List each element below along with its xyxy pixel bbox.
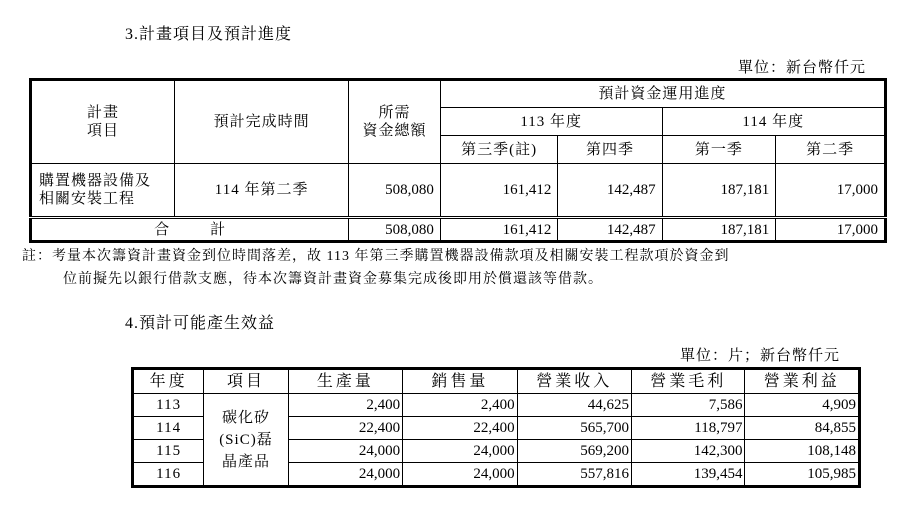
- note-line1: 註：考量本次籌資計畫資金到位時間落差，故 113 年第三季購置機器設備款項及相關安裝工程款項於資金到: [22, 249, 730, 264]
- header-sales: 銷售量: [403, 369, 517, 394]
- header-total-funds-line2: 資金總額: [362, 123, 427, 139]
- section-3-unit: 單位：新台幣仟元: [738, 60, 867, 76]
- row-year: 113: [133, 394, 204, 417]
- total-label: [31, 218, 349, 242]
- total-amount: 508,080: [349, 218, 441, 242]
- row-operating-profit: 108,148: [745, 440, 860, 463]
- total-q4: 142,487: [558, 218, 662, 242]
- header-completion-time: 預計完成時間: [175, 80, 349, 164]
- row-production: 2,400: [288, 394, 402, 417]
- row-operating-profit: 105,985: [745, 463, 860, 487]
- header-gross-profit: 營業毛利: [632, 369, 745, 394]
- row-gross-profit: 118,797: [632, 417, 745, 440]
- row-revenue: 557,816: [517, 463, 631, 487]
- header-operating-profit: 營業利益: [745, 369, 860, 394]
- header-item-line2: 項目: [87, 123, 120, 139]
- total-q1: 187,181: [662, 218, 776, 242]
- row-revenue: 565,700: [517, 417, 631, 440]
- row-item-line2: 相關安裝工程: [39, 191, 136, 207]
- section-3-title: 3.計畫項目及預計進度: [125, 26, 293, 43]
- plan-progress-table: [29, 78, 887, 243]
- row-gross-profit: 142,300: [632, 440, 745, 463]
- header-progress: 預計資金運用進度: [440, 80, 885, 108]
- row-revenue: 44,625: [517, 394, 631, 417]
- row-total: 508,080: [349, 164, 441, 218]
- row-q1: 187,181: [662, 164, 776, 218]
- row-year: 114: [133, 417, 204, 440]
- header-year: 年度: [133, 369, 204, 394]
- header-revenue: 營業收入: [517, 369, 631, 394]
- table-row: [133, 394, 860, 417]
- table-row: [31, 164, 886, 218]
- total-q3: 161,412: [440, 218, 558, 242]
- row-q3: 161,412: [440, 164, 558, 218]
- row-sales: 24,000: [403, 440, 517, 463]
- header-item: [31, 80, 175, 164]
- product-line2: (SiC)磊: [219, 431, 273, 448]
- row-sales: 22,400: [403, 417, 517, 440]
- row-year: 115: [133, 440, 204, 463]
- product-line1: 碳化矽: [221, 409, 270, 426]
- note-line2: 位前擬先以銀行借款支應，待本次籌資計畫資金募集完成後即用於償還該等借款。: [63, 272, 603, 287]
- row-sales: 24,000: [403, 463, 517, 487]
- section-4-unit: 單位：片；新台幣仟元: [680, 348, 841, 364]
- row-item-line1: 購置機器設備及: [39, 173, 152, 189]
- header-year-113: 113 年度: [440, 108, 662, 136]
- row-sales: 2,400: [403, 394, 517, 417]
- row-item: [31, 164, 175, 218]
- product-line3: 晶產品: [221, 453, 270, 470]
- total-label-a: 合: [154, 221, 171, 238]
- row-production: 24,000: [288, 440, 402, 463]
- header-q4: 第四季: [558, 136, 662, 164]
- header-q3: 第三季(註): [440, 136, 558, 164]
- header-q2: 第二季: [776, 136, 886, 164]
- row-gross-profit: 7,586: [632, 394, 745, 417]
- total-q2: 17,000: [776, 218, 886, 242]
- benefit-table: [131, 367, 861, 488]
- row-production: 22,400: [288, 417, 402, 440]
- header-production: 生產量: [288, 369, 402, 394]
- header-q1: 第一季: [662, 136, 776, 164]
- row-year: 116: [133, 463, 204, 487]
- row-operating-profit: 4,909: [745, 394, 860, 417]
- header-year-114: 114 年度: [662, 108, 885, 136]
- header-product: 項目: [204, 369, 288, 394]
- total-label-b: 計: [210, 221, 227, 238]
- row-production: 24,000: [288, 463, 402, 487]
- row-operating-profit: 84,855: [745, 417, 860, 440]
- row-q4: 142,487: [558, 164, 662, 218]
- section-4-title: 4.預計可能產生效益: [125, 315, 276, 332]
- benefit-header-row: [133, 369, 860, 394]
- row-q2: 17,000: [776, 164, 886, 218]
- row-revenue: 569,200: [517, 440, 631, 463]
- row-gross-profit: 139,454: [632, 463, 745, 487]
- row-completion: 114 年第二季: [175, 164, 349, 218]
- header-total-funds: [349, 80, 441, 164]
- header-total-funds-line1: 所需: [378, 105, 411, 121]
- product-cell: [204, 394, 288, 487]
- header-item-line1: 計畫: [87, 105, 120, 121]
- total-row: [31, 218, 886, 242]
